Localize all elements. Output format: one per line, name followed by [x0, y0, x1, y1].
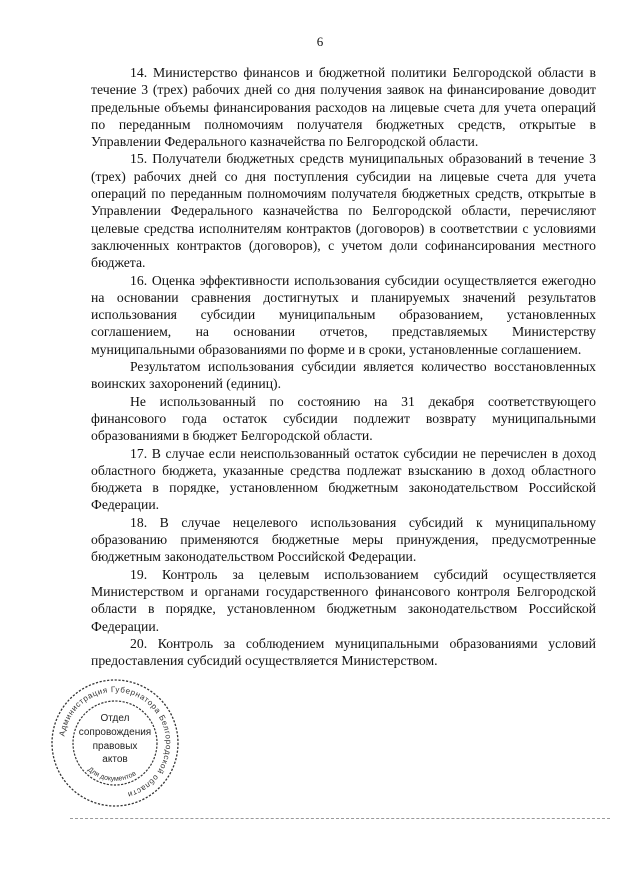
- paragraph-14: 14. Министерство финансов и бюджетной политики Белгородской области в течение 3 (трех) рабочих дней со дня получения заявок на финансирование доводит предельные объемы финансирования расходов на лицевые счета для учета операций по переданным полномочиям получателя бюджетных средств, открытые в Управлении Федерального казначейства по Белгородской области.: [91, 65, 596, 150]
- stamp-line-3: правовых: [92, 741, 138, 752]
- document-body: [91, 64, 596, 669]
- paragraph-20: 20. Контроль за соблюдением муниципальными образованиями условий предоставления субсидий осуществляется Министерством.: [91, 635, 596, 669]
- page-bottom-rule: [70, 818, 610, 819]
- stamp-seal-icon: [48, 676, 182, 810]
- stamp-line-4: актов: [102, 754, 128, 765]
- paragraph-unused-balance: Не использованный по состоянию на 31 декабря соответствующего финансового года остаток субсидии подлежит возврату муниципальными образованиями в бюджет Белгородской области.: [91, 393, 596, 444]
- paragraph-17: 17. В случае если неиспользованный остаток субсидии не перечислен в доход областного бюджета, указанные средства подлежат взысканию в доход областного бюджета в порядке, установленном бюджетным законодательством Российской Федерации.: [91, 445, 596, 513]
- svg-text:Для документов: [86, 766, 137, 783]
- paragraph-15: 15. Получатели бюджетных средств муниципальных образований в течение 3 (трех) рабочих дней со дня поступления субсидии на лицевые счета для учета операций по переданным полномочиям получателя бюджетных средств, открытые в Управлении Федерального казначейства по Белгородской области, перечисляют целевые средства исполнителям контрактов (договоров) в соответствии с условиями заключенных контрактов (договоров), с учетом доли софинансирования местного бюджета.: [91, 151, 596, 271]
- paragraph-16: 16. Оценка эффективности использования субсидии осуществляется ежегодно на основании сравнения достигнутых и планируемых значений результатов использования субсидии муниципальным образованием, установленных соглашением, на основании отчетов, представляемых Министерству муниципальными образованиями по форме и в сроки, установленные соглашением.: [91, 272, 596, 357]
- paragraph-result: Результатом использования субсидии является количество восстановленных воинских захоронений (единиц).: [91, 359, 596, 392]
- page-number: 6: [316, 34, 324, 49]
- paragraph-18: 18. В случае нецелевого использования субсидий к муниципальному образованию применяются бюджетные меры принуждения, предусмотренные бюджетным законодательством Российской Федерации.: [91, 514, 596, 565]
- stamp-line-1: Отдел: [100, 713, 130, 724]
- official-stamp: [48, 676, 182, 810]
- paragraph-19: 19. Контроль за целевым использованием субсидий осуществляется Министерством и органами государственного финансового контроля Белгородской области в порядке, установленном бюджетным законодательством Российской Федерации.: [91, 566, 596, 634]
- stamp-ring-text: Администрация Губернатора Белгородской области: [57, 684, 174, 800]
- stamp-bottom-text: Для документов: [86, 766, 138, 783]
- stamp-line-2: сопровождения: [78, 727, 152, 738]
